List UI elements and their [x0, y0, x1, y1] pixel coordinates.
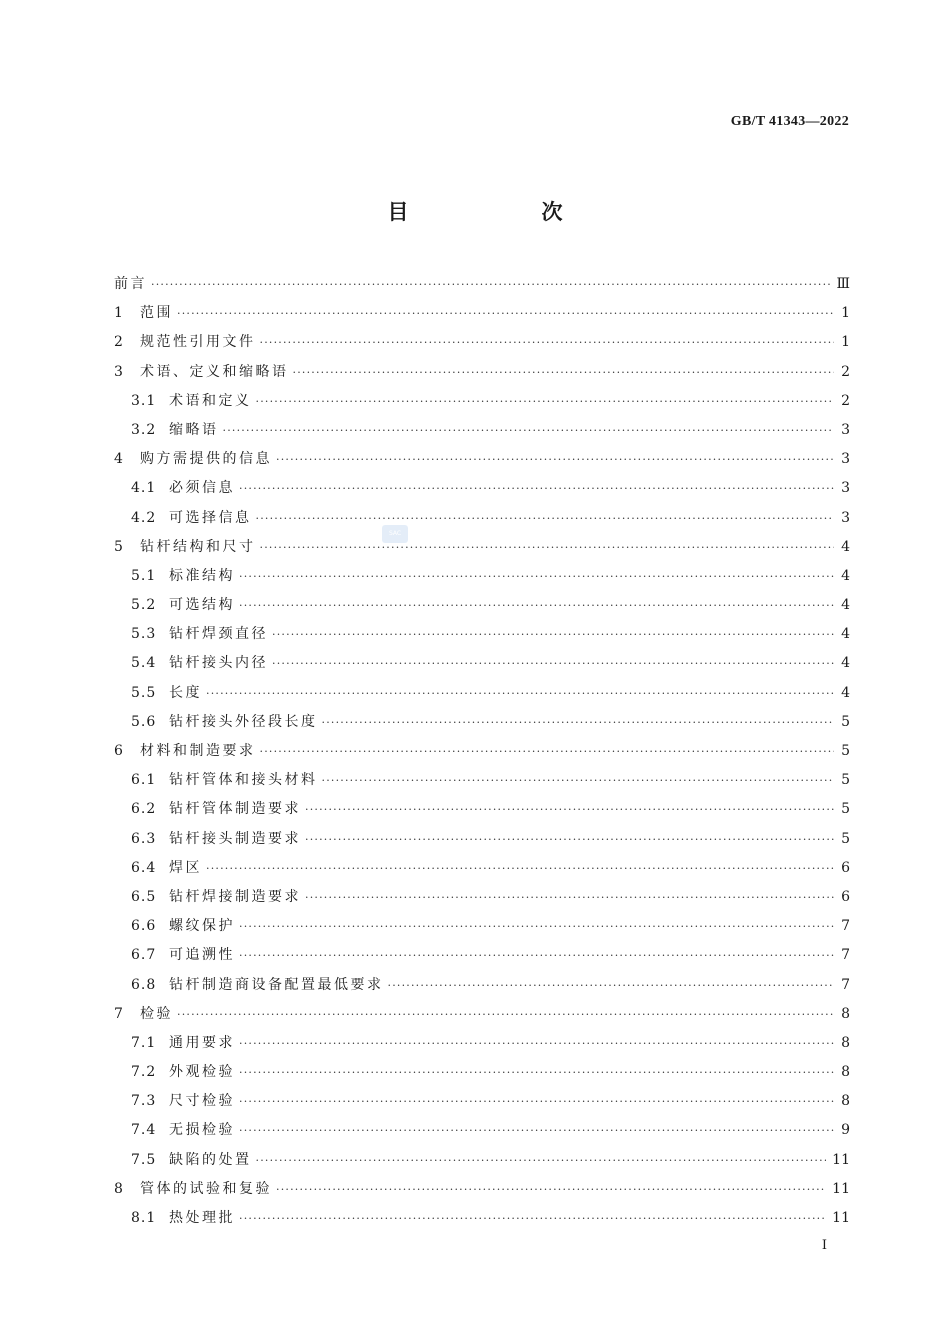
toc-leader-dots	[239, 474, 834, 503]
toc-entry-number: 7.1	[131, 1034, 157, 1051]
toc-leader-dots	[239, 1058, 834, 1087]
toc-entry-page: 2	[841, 392, 850, 409]
toc-entry-page: 6	[841, 859, 850, 876]
toc-entry-page: Ⅲ	[836, 276, 850, 292]
toc-entry-page: 4	[841, 684, 850, 701]
toc-entry[interactable]	[114, 1058, 850, 1087]
toc-entry-number: 4.1	[131, 480, 157, 497]
toc-entry-title: 缺陷的处置	[169, 1151, 252, 1168]
toc-leader-dots	[256, 1146, 827, 1175]
toc-leader-dots	[322, 766, 835, 795]
toc-entry[interactable]	[114, 620, 850, 649]
toc-entry[interactable]	[114, 1175, 850, 1204]
toc-leader-dots	[239, 941, 834, 970]
toc-leader-dots	[272, 649, 834, 678]
toc-leader-dots	[206, 854, 834, 883]
toc-leader-dots	[239, 1116, 834, 1145]
toc-entry-page: 8	[841, 1005, 850, 1022]
toc-entry-page: 6	[841, 888, 850, 905]
toc-entry[interactable]	[114, 474, 850, 503]
toc-entry[interactable]	[114, 1146, 850, 1175]
toc-entry-title: 钻杆接头制造要求	[169, 830, 301, 847]
toc-entry[interactable]	[114, 533, 850, 562]
toc-entry-title: 钻杆管体制造要求	[169, 801, 301, 818]
toc-entry[interactable]	[114, 328, 850, 357]
toc-entry-title: 尺寸检验	[169, 1093, 235, 1110]
toc-leader-dots	[206, 679, 834, 708]
toc-entry-page: 3	[841, 421, 850, 438]
toc-entry-page: 3	[841, 480, 850, 497]
toc-entry[interactable]	[114, 445, 850, 474]
toc-entry-title: 范围	[140, 305, 173, 322]
toc-leader-dots	[177, 1000, 834, 1029]
toc-entry-page: 3	[841, 509, 850, 526]
toc-entry-number: 4	[114, 451, 124, 468]
toc-entry-number: 8.1	[131, 1210, 157, 1226]
toc-entry[interactable]	[114, 358, 850, 387]
toc-entry-title: 规范性引用文件	[140, 334, 256, 351]
toc-entry[interactable]	[114, 1204, 850, 1233]
toc-entry[interactable]	[114, 270, 850, 299]
toc-entry-title: 检验	[140, 1005, 173, 1022]
toc-entry[interactable]	[114, 941, 850, 970]
toc-entry-number: 5.2	[131, 597, 157, 614]
toc-entry-title: 钻杆接头内径	[169, 655, 268, 672]
toc-leader-dots	[239, 1029, 834, 1058]
toc-entry[interactable]	[114, 679, 850, 708]
toc-entry[interactable]	[114, 1029, 850, 1058]
toc-leader-dots	[260, 533, 835, 562]
toc-entry[interactable]	[114, 912, 850, 941]
toc-leader-dots	[260, 328, 835, 357]
toc-entry[interactable]	[114, 1087, 850, 1116]
toc-entry-page: 5	[841, 743, 850, 759]
toc-entry-number: 5.4	[131, 655, 157, 672]
toc-entry-number: 7.3	[131, 1093, 157, 1110]
toc-leader-dots	[256, 387, 835, 416]
toc-entry-page: 3	[841, 451, 850, 468]
toc-entry-title: 钻杆制造商设备配置最低要求	[169, 976, 384, 993]
toc-entry-title: 术语和定义	[169, 392, 252, 409]
toc-entry[interactable]	[114, 825, 850, 854]
toc-leader-dots	[177, 299, 834, 328]
toc-entry-number: 5.1	[131, 567, 157, 584]
watermark-text: SAC	[388, 530, 402, 537]
toc-entry-number: 7	[114, 1005, 124, 1022]
toc-entry-number: 6.6	[131, 918, 157, 935]
toc-entry-page: 8	[841, 1034, 850, 1051]
standard-code: GB/T 41343—2022	[730, 114, 849, 129]
toc-entry-number: 5.3	[131, 626, 157, 643]
toc-entry[interactable]	[114, 766, 850, 795]
toc-entry-title: 可追溯性	[169, 947, 235, 964]
toc-entry-page: 11	[832, 1151, 850, 1168]
toc-leader-dots	[223, 416, 835, 445]
toc-entry-title: 钻杆焊颈直径	[169, 626, 268, 643]
toc-entry-number: 5.6	[131, 713, 157, 730]
toc-entry-number: 6.1	[131, 772, 157, 789]
toc-leader-dots	[260, 737, 835, 766]
toc-leader-dots	[256, 504, 835, 533]
toc-leader-dots	[276, 445, 834, 474]
toc-entry-title: 外观检验	[169, 1064, 235, 1081]
toc-entry-page: 7	[841, 976, 850, 993]
toc-entry-number: 6.4	[131, 859, 157, 876]
toc-entry-number: 6	[114, 743, 124, 759]
toc-entry-title: 可选结构	[169, 597, 235, 614]
toc-entry-title: 标准结构	[169, 567, 235, 584]
toc-entry-number: 7.4	[131, 1122, 157, 1139]
toc-entry-title: 可选择信息	[169, 509, 252, 526]
toc-entry-page: 2	[841, 363, 850, 380]
toc-entry-title: 钻杆焊接制造要求	[169, 888, 301, 905]
toc-entry[interactable]	[114, 649, 850, 678]
toc-entry-title: 必须信息	[169, 480, 235, 497]
toc-leader-dots	[305, 795, 834, 824]
toc-entry-title: 缩略语	[169, 421, 219, 438]
toc-entry-number: 5	[114, 538, 124, 555]
toc-entry-page: 5	[841, 772, 850, 789]
toc-entry-number: 6.5	[131, 888, 157, 905]
toc-entry[interactable]	[114, 504, 850, 533]
toc-entry-number: 3	[114, 363, 124, 380]
toc-entry-title: 通用要求	[169, 1034, 235, 1051]
toc-leader-dots	[388, 971, 835, 1000]
toc-entry[interactable]	[114, 737, 850, 766]
toc-entry-page: 9	[841, 1122, 850, 1139]
toc-entry-title: 钻杆管体和接头材料	[169, 772, 318, 789]
toc-entry[interactable]	[114, 708, 850, 737]
toc-entry[interactable]	[114, 416, 850, 445]
toc-entry-page: 1	[841, 334, 850, 351]
table-of-contents	[114, 270, 850, 1233]
toc-entry[interactable]	[114, 795, 850, 824]
toc-entry[interactable]	[114, 1116, 850, 1145]
toc-entry-title: 钻杆结构和尺寸	[140, 538, 256, 555]
toc-entry-title: 无损检验	[169, 1122, 235, 1139]
page-number: I	[821, 1238, 827, 1253]
toc-entry-title: 焊区	[169, 859, 202, 876]
toc-entry-page: 8	[841, 1093, 850, 1110]
toc-leader-dots	[305, 883, 834, 912]
toc-entry-number: 3.2	[131, 421, 157, 438]
toc-entry-title: 螺纹保护	[169, 918, 235, 935]
toc-leader-dots	[239, 562, 834, 591]
toc-leader-dots	[239, 591, 834, 620]
toc-entry[interactable]	[114, 883, 850, 912]
toc-entry[interactable]	[114, 387, 850, 416]
page-title: 目 次	[387, 200, 619, 224]
toc-entry-page: 4	[841, 655, 850, 672]
toc-entry-title: 管体的试验和复验	[140, 1180, 272, 1197]
toc-leader-dots	[305, 825, 834, 854]
toc-entry-page: 7	[841, 918, 850, 935]
toc-entry-title: 热处理批	[169, 1210, 235, 1226]
toc-entry[interactable]	[114, 971, 850, 1000]
toc-entry-number: 7.2	[131, 1064, 157, 1081]
toc-entry-title: 术语、定义和缩略语	[140, 363, 289, 380]
toc-entry-number: 6.8	[131, 976, 157, 993]
toc-entry-page: 4	[841, 538, 850, 555]
toc-leader-dots	[293, 358, 835, 387]
toc-leader-dots	[239, 1204, 826, 1233]
toc-entry-page: 4	[841, 567, 850, 584]
toc-entry-page: 5	[841, 713, 850, 730]
toc-entry[interactable]	[114, 591, 850, 620]
toc-entry-page: 11	[832, 1180, 850, 1197]
toc-entry-page: 4	[841, 597, 850, 614]
toc-leader-dots	[272, 620, 834, 649]
toc-leader-dots	[322, 708, 835, 737]
toc-entry-number: 3.1	[131, 392, 157, 409]
toc-leader-dots	[276, 1175, 826, 1204]
toc-entry-number: 8	[114, 1180, 124, 1197]
toc-entry[interactable]	[114, 299, 850, 328]
toc-entry-number: 1	[114, 305, 124, 322]
toc-entry[interactable]	[114, 1000, 850, 1029]
toc-entry-number: 5.5	[131, 684, 157, 701]
toc-entry-page: 4	[841, 626, 850, 643]
toc-entry-page: 11	[832, 1210, 850, 1226]
toc-entry-page: 5	[841, 801, 850, 818]
toc-entry-number: 6.7	[131, 947, 157, 964]
toc-entry-page: 7	[841, 947, 850, 964]
toc-entry-page: 8	[841, 1064, 850, 1081]
toc-entry[interactable]	[114, 562, 850, 591]
toc-entry-title: 购方需提供的信息	[140, 451, 272, 468]
toc-entry-number: 2	[114, 334, 124, 351]
toc-entry-number: 4.2	[131, 509, 157, 526]
toc-leader-dots	[239, 912, 834, 941]
toc-entry-number: 6.3	[131, 830, 157, 847]
toc-entry-title: 前言	[114, 276, 147, 292]
toc-leader-dots	[239, 1087, 834, 1116]
toc-leader-dots	[151, 270, 830, 299]
toc-entry-number: 7.5	[131, 1151, 157, 1168]
toc-entry[interactable]	[114, 854, 850, 883]
toc-entry-title: 钻杆接头外径段长度	[169, 713, 318, 730]
toc-entry-page: 1	[841, 305, 850, 322]
toc-entry-page: 5	[841, 830, 850, 847]
toc-entry-title: 长度	[169, 684, 202, 701]
toc-entry-number: 6.2	[131, 801, 157, 818]
toc-entry-title: 材料和制造要求	[140, 743, 256, 759]
